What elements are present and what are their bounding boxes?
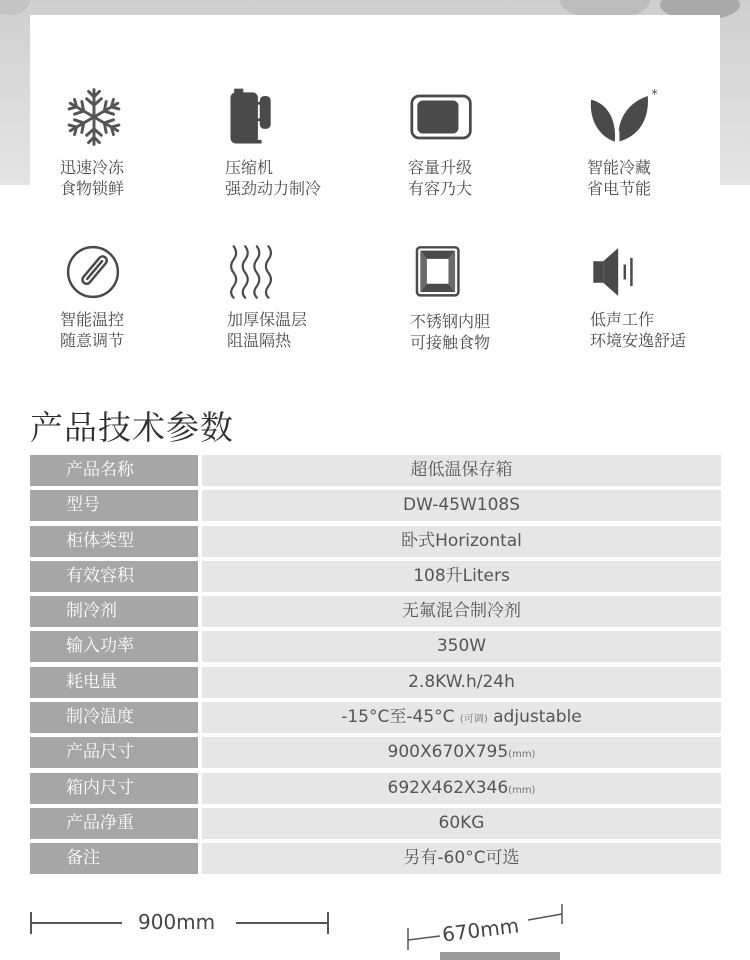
spec-row (30, 737, 721, 768)
spec-key: 产品名称 (30, 455, 198, 486)
feature-subtitle: 阻温隔热 (227, 331, 292, 350)
width-dimension-tick-right (327, 912, 329, 934)
spec-key: 型号 (30, 490, 198, 521)
capacity-icon (408, 85, 476, 149)
depth-dimension-label: 670mm (440, 913, 521, 947)
spec-key: 箱内尺寸 (30, 773, 198, 804)
feature-compressor (225, 85, 375, 199)
spec-row (30, 631, 721, 662)
feature-title: 迅速冷冻 (60, 158, 125, 177)
feature-title: 低声工作 (590, 310, 655, 329)
spec-value-group (202, 702, 721, 733)
spec-row (30, 561, 721, 592)
spec-value-group (202, 737, 721, 768)
heat-waves-icon (227, 243, 285, 301)
spec-section-title: 产品技术参数 (30, 408, 234, 447)
spec-value: 108升Liters (202, 561, 721, 592)
compressor-icon (225, 85, 289, 149)
spec-row (30, 843, 721, 874)
feature-capacity (408, 85, 558, 199)
snowflake-icon (62, 85, 126, 149)
thermometer-icon (64, 243, 122, 301)
spec-suffix: adjustable (487, 707, 582, 728)
spec-key: 产品净重 (30, 808, 198, 839)
spec-value: 692X462X346 (387, 777, 509, 798)
spec-row (30, 702, 721, 733)
spec-value: 60KG (202, 808, 721, 839)
speaker-icon (590, 243, 648, 301)
feature-subtitle: 省电节能 (587, 179, 652, 198)
spec-value: 另有-60°C可选 (202, 843, 721, 874)
spec-value: DW-45W108S (202, 490, 721, 521)
spec-note: (可调) (459, 714, 488, 726)
spec-value: 2.8KW.h/24h (202, 667, 721, 698)
spec-key: 制冷剂 (30, 596, 198, 627)
spec-table (30, 455, 721, 879)
spec-value: 超低温保存箱 (202, 455, 721, 486)
spec-key: 耗电量 (30, 667, 198, 698)
width-dimension-line-right (236, 922, 328, 924)
spec-key: 产品尺寸 (30, 737, 198, 768)
feature-quick-freeze (60, 85, 210, 199)
spec-value: 900X670X795 (387, 742, 509, 763)
feature-title: 压缩机 (225, 158, 274, 177)
spec-key: 输入功率 (30, 631, 198, 662)
feature-energy-saving (587, 85, 737, 199)
spec-note: (mm) (508, 749, 536, 761)
feature-title: 容量升级 (408, 158, 473, 177)
spec-value: 350W (202, 631, 721, 662)
svg-text:*: * (651, 86, 658, 102)
feature-title: 不锈钢内胆 (410, 312, 491, 331)
spec-key: 有效容积 (30, 561, 198, 592)
spec-row (30, 596, 721, 627)
spec-row (30, 773, 721, 804)
feature-subtitle: 有容乃大 (408, 179, 473, 198)
spec-row (30, 667, 721, 698)
spec-key: 备注 (30, 843, 198, 874)
feature-subtitle: 随意调节 (60, 331, 125, 350)
leaf-icon (587, 85, 661, 149)
feature-subtitle: 强劲动力制冷 (225, 179, 322, 198)
feature-subtitle: 食物锁鲜 (60, 179, 125, 198)
spec-key: 制冷温度 (30, 702, 198, 733)
feature-title: 加厚保温层 (227, 310, 308, 329)
spec-key: 柜体类型 (30, 526, 198, 557)
width-dimension-label: 900mm (138, 910, 216, 934)
spec-note: (mm) (508, 784, 536, 796)
spec-row (30, 808, 721, 839)
feature-steel-liner (410, 243, 560, 353)
feature-title: 智能温控 (60, 310, 125, 329)
steel-liner-icon (412, 243, 470, 303)
feature-subtitle: 可接触食物 (410, 333, 491, 352)
feature-title: 智能冷藏 (587, 158, 652, 177)
feature-quiet (590, 243, 740, 351)
spec-value: 卧式Horizontal (202, 526, 721, 557)
spec-row (30, 526, 721, 557)
spec-value: 无氟混合制冷剂 (202, 596, 721, 627)
feature-subtitle: 环境安逸舒适 (590, 331, 687, 350)
spec-row (30, 455, 721, 486)
spec-value-group (202, 773, 721, 804)
spec-value: -15°C至-45°C (341, 707, 455, 728)
width-dimension-tick-left (30, 912, 32, 934)
width-dimension-line-left (30, 922, 122, 924)
features-panel (30, 15, 720, 395)
spec-row (30, 490, 721, 521)
feature-temp-control (60, 243, 210, 351)
feature-insulation (227, 243, 377, 351)
